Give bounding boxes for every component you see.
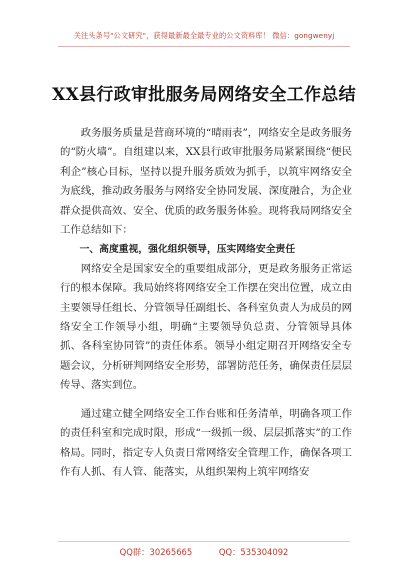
body-paragraph: 通过建立健全网络安全工作台账和任务清单，明确各项工作的责任科室和完成时限，形成“一级抓一级、层层抓落实”的工作格局。同时，指定专人负责日常网络安全管理工作，确保各项工作有人抓、有人管、能落实，从组织架构上筑牢网络安 — [60, 407, 352, 478]
intro-paragraph: 政务服务质量是营商环境的“晴雨表”，网络安全是政务服务的“防火墙”。自组建以来，XX县行政审批服务局紧紧围绕“便民利企”核心目标，坚持以提升服务质效为抓手，以筑牢网络安全为底线，推动政务服务与网络安全协同发展、深度融合，为企业群众提供高效、安全、优质的政务服务体验。现将我局网络安全工作总结如下： — [60, 127, 352, 237]
document-title: XX县行政审批服务局网络安全工作总结 — [52, 85, 356, 105]
document-body — [60, 124, 352, 482]
footer-qq-group: QQ群：30265665 — [119, 547, 193, 557]
footer — [0, 546, 408, 558]
section-heading-1: 一、高度重视，强化组织领导，压实网络安全责任 — [79, 244, 296, 256]
footer-divider — [58, 541, 350, 542]
header-divider — [58, 46, 350, 47]
body-paragraph: 网络安全是国家安全的重要组成部分，更是政务服务正常运行的根本保障。我局始终将网络安全工作摆在突出位置，成立由主要领导任组长、分管领导任副组长、各科室负责人为成员的网络安全工作领导小组，明确“主要领导负总责、分管领导具体抓、各科室协同管”的责任体系。领导小组定期召开网络安全专题会议，分析研判网络安全形势，部署防范任务，确保责任层层传导、落实到位。 — [60, 262, 352, 392]
footer-qq: QQ：535304092 — [218, 547, 289, 557]
header-promo-note: 关注头条号"公文研究"，获得最新最全最专业的公文资料库！ 微信：gongwenyj — [73, 31, 335, 40]
